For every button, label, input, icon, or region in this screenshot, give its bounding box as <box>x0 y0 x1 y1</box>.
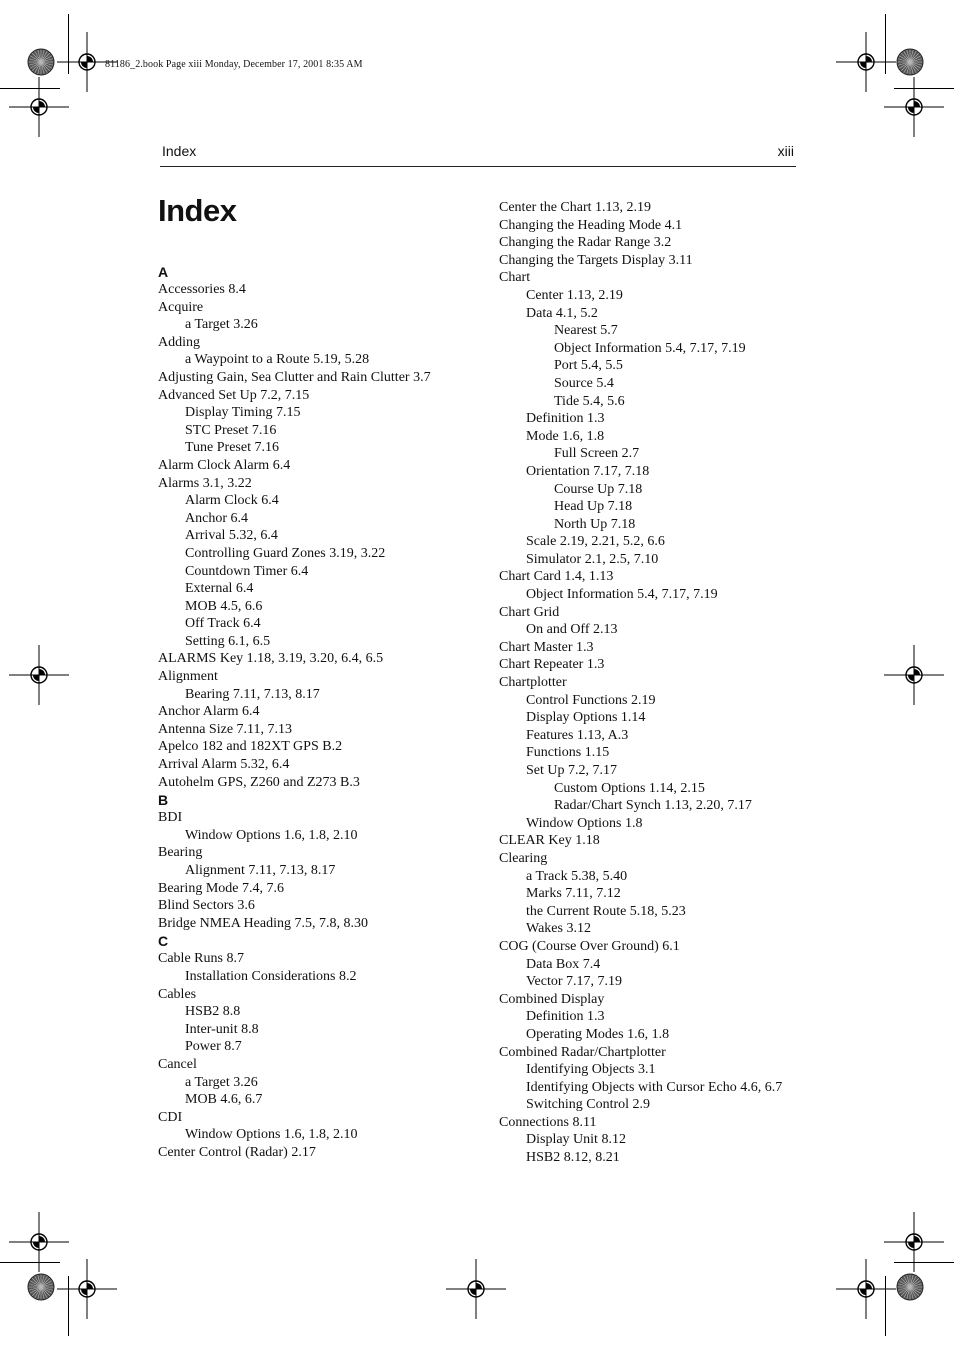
index-entry: Center Control (Radar) 2.17 <box>158 1144 316 1160</box>
registration-mark-icon <box>446 1259 506 1319</box>
index-entry: Anchor Alarm 6.4 <box>158 704 260 720</box>
index-entry: Blind Sectors 3.6 <box>158 898 255 914</box>
index-entry: Clearing <box>499 850 548 866</box>
index-entry: Advanced Set Up 7.2, 7.15 <box>158 387 310 403</box>
crop-mark <box>0 1262 60 1263</box>
registration-mark-icon <box>9 645 69 705</box>
index-subentry: Data Box 7.4 <box>526 956 601 972</box>
index-subentry: Center 1.13, 2.19 <box>526 287 623 303</box>
index-subentry: STC Preset 7.16 <box>185 422 277 438</box>
index-entry: BDI <box>158 810 183 826</box>
index-subentry: HSB2 8.8 <box>185 1004 241 1020</box>
registration-mark-icon <box>836 1259 896 1319</box>
index-entry: Chartplotter <box>499 675 567 691</box>
index-subentry: Set Up 7.2, 7.17 <box>526 763 617 778</box>
index-subentry: Inter-unit 8.8 <box>185 1021 259 1037</box>
index-column-right <box>499 199 819 1167</box>
index-subentry: Vector 7.17, 7.19 <box>526 974 623 990</box>
index-entry: Chart Master 1.3 <box>499 639 594 655</box>
color-bar-disk-icon <box>895 1272 925 1302</box>
index-subentry: Identifying Objects 3.1 <box>526 1062 656 1078</box>
index-entry: Chart Card 1.4, 1.13 <box>499 569 614 585</box>
index-subentry: Installation Considerations 8.2 <box>185 968 357 984</box>
index-subentry: Alarm Clock 6.4 <box>185 493 279 509</box>
index-subentry: Window Options 1.8 <box>526 815 643 831</box>
index-entry: ALARMS Key 1.18, 3.19, 3.20, 6.4, 6.5 <box>158 651 384 667</box>
index-entry: Acquire <box>158 299 204 315</box>
print-slug: 81186_2.book Page xiii Monday, December 17, 2001 8:35 AM <box>105 59 363 70</box>
index-subentry: Definition 1.3 <box>526 1009 605 1025</box>
crop-mark <box>0 88 60 89</box>
index-subentry: North Up 7.18 <box>554 516 636 532</box>
index-subentry: Source 5.4 <box>554 375 614 391</box>
index-entry: CDI <box>158 1109 183 1125</box>
crop-mark <box>894 1262 954 1263</box>
index-entry: Chart <box>499 270 531 286</box>
index-subentry: Operating Modes 1.6, 1.8 <box>526 1026 670 1042</box>
index-entry: Chart Repeater 1.3 <box>499 657 605 673</box>
index-subentry: Functions 1.15 <box>526 745 610 761</box>
index-entry: Alarms 3.1, 3.22 <box>158 475 252 491</box>
index-subentry: Nearest 5.7 <box>554 323 618 339</box>
index-subentry: Orientation 7.17, 7.18 <box>526 463 650 479</box>
index-column-left <box>158 263 478 1162</box>
crop-mark <box>68 1276 69 1336</box>
crop-mark <box>68 14 69 74</box>
index-subentry: Off Track 6.4 <box>185 616 261 632</box>
header-section-title: Index <box>162 143 197 159</box>
index-subentry: Display Timing 7.15 <box>185 405 301 421</box>
index-entry: Adjusting Gain, Sea Clutter and Rain Clutter 3.7 <box>158 369 431 385</box>
index-entry: Changing the Heading Mode 4.1 <box>499 217 683 233</box>
crop-mark <box>885 1276 886 1336</box>
index-section-letter: C <box>158 933 169 950</box>
index-entry: Center the Chart 1.13, 2.19 <box>499 200 652 215</box>
index-subentry: Control Functions 2.19 <box>526 692 656 708</box>
index-entry: Apelco 182 and 182XT GPS B.2 <box>158 739 343 755</box>
index-subentry: a Track 5.38, 5.40 <box>526 868 628 884</box>
index-entry: Alignment <box>158 669 218 685</box>
index-entry: Combined Display <box>499 991 605 1007</box>
color-bar-disk-icon <box>895 47 925 77</box>
index-subentry: Window Options 1.6, 1.8, 2.10 <box>185 1127 358 1143</box>
index-subentry: Object Information 5.4, 7.17, 7.19 <box>526 587 718 603</box>
index-subentry: Power 8.7 <box>185 1039 242 1055</box>
index-subentry: Simulator 2.1, 2.5, 7.10 <box>526 551 659 567</box>
index-subentry: On and Off 2.13 <box>526 622 618 638</box>
index-subentry: Data 4.1, 5.2 <box>526 305 598 321</box>
index-entry: Cables <box>158 986 197 1002</box>
color-bar-disk-icon <box>26 1272 56 1302</box>
index-subentry: a Target 3.26 <box>185 1074 258 1090</box>
index-subentry: Course Up 7.18 <box>554 481 643 497</box>
index-entry: Bridge NMEA Heading 7.5, 7.8, 8.30 <box>158 915 368 931</box>
index-entry: Adding <box>158 334 200 350</box>
registration-mark-icon <box>57 1259 117 1319</box>
index-subentry: Switching Control 2.9 <box>526 1097 651 1113</box>
index-subentry: MOB 4.6, 6.7 <box>185 1092 263 1108</box>
index-subentry: Full Screen 2.7 <box>554 446 640 462</box>
index-subentry: Port 5.4, 5.5 <box>554 358 623 374</box>
index-entry: Antenna Size 7.11, 7.13 <box>158 721 293 737</box>
index-entry: Alarm Clock Alarm 6.4 <box>158 457 291 473</box>
index-section-letter: A <box>158 264 169 280</box>
index-subentry: Display Options 1.14 <box>526 710 646 726</box>
index-subentry: a Target 3.26 <box>185 317 258 333</box>
index-entry: Bearing Mode 7.4, 7.6 <box>158 880 284 896</box>
index-subentry: the Current Route 5.18, 5.23 <box>526 903 686 919</box>
index-subentry: External 6.4 <box>185 581 254 597</box>
index-subentry: Tide 5.4, 5.6 <box>554 393 625 409</box>
index-subentry: Anchor 6.4 <box>185 510 248 526</box>
index-subentry: Wakes 3.12 <box>526 921 591 937</box>
registration-mark-icon <box>884 645 944 705</box>
registration-mark-icon <box>9 77 69 137</box>
index-subentry: Object Information 5.4, 7.17, 7.19 <box>554 340 746 356</box>
index-subentry: Radar/Chart Synch 1.13, 2.20, 7.17 <box>554 798 752 814</box>
index-subentry: a Waypoint to a Route 5.19, 5.28 <box>185 352 370 368</box>
index-entry: CLEAR Key 1.18 <box>499 833 600 849</box>
index-subentry: Setting 6.1, 6.5 <box>185 633 271 649</box>
index-entry: Bearing <box>158 845 203 861</box>
color-bar-disk-icon <box>26 47 56 77</box>
registration-mark-icon <box>884 77 944 137</box>
index-subentry: Custom Options 1.14, 2.15 <box>554 780 705 796</box>
index-entry: Combined Radar/Chartplotter <box>499 1044 666 1060</box>
page-title: Index <box>158 193 237 228</box>
crop-mark <box>885 14 886 74</box>
index-subentry: Bearing 7.11, 7.13, 8.17 <box>185 686 320 702</box>
index-entry: Cable Runs 8.7 <box>158 951 244 967</box>
index-subentry: Identifying Objects with Cursor Echo 4.6, 6.7 <box>526 1079 783 1095</box>
index-subentry: Alignment 7.11, 7.13, 8.17 <box>185 863 336 878</box>
index-entry: Accessories 8.4 <box>158 282 246 297</box>
index-subentry: Mode 1.6, 1.8 <box>526 428 605 444</box>
index-section-letter: B <box>158 792 169 809</box>
index-entry: Cancel <box>158 1056 197 1072</box>
index-subentry: Scale 2.19, 2.21, 5.2, 6.6 <box>526 534 665 550</box>
index-subentry: Definition 1.3 <box>526 411 605 427</box>
index-subentry: Tune Preset 7.16 <box>185 440 279 456</box>
index-entry: Autohelm GPS, Z260 and Z273 B.3 <box>158 774 360 790</box>
index-entry: COG (Course Over Ground) 6.1 <box>499 938 680 954</box>
index-subentry: HSB2 8.12, 8.21 <box>526 1150 620 1166</box>
index-subentry: Head Up 7.18 <box>554 499 633 515</box>
index-subentry: Countdown Timer 6.4 <box>185 563 309 579</box>
crop-mark <box>894 88 954 89</box>
running-header <box>160 142 796 167</box>
index-entry: Changing the Radar Range 3.2 <box>499 235 672 251</box>
index-subentry: Display Unit 8.12 <box>526 1132 626 1148</box>
index-subentry: Window Options 1.6, 1.8, 2.10 <box>185 827 358 843</box>
index-entry: Chart Grid <box>499 604 560 620</box>
index-subentry: Marks 7.11, 7.12 <box>526 886 621 902</box>
index-entry: Connections 8.11 <box>499 1114 597 1130</box>
index-subentry: Controlling Guard Zones 3.19, 3.22 <box>185 545 386 561</box>
index-subentry: Arrival 5.32, 6.4 <box>185 528 278 544</box>
index-subentry: MOB 4.5, 6.6 <box>185 598 263 614</box>
index-entry: Changing the Targets Display 3.11 <box>499 252 693 268</box>
header-page-number: xiii <box>777 143 794 159</box>
index-entry: Arrival Alarm 5.32, 6.4 <box>158 757 290 773</box>
index-subentry: Features 1.13, A.3 <box>526 727 629 743</box>
